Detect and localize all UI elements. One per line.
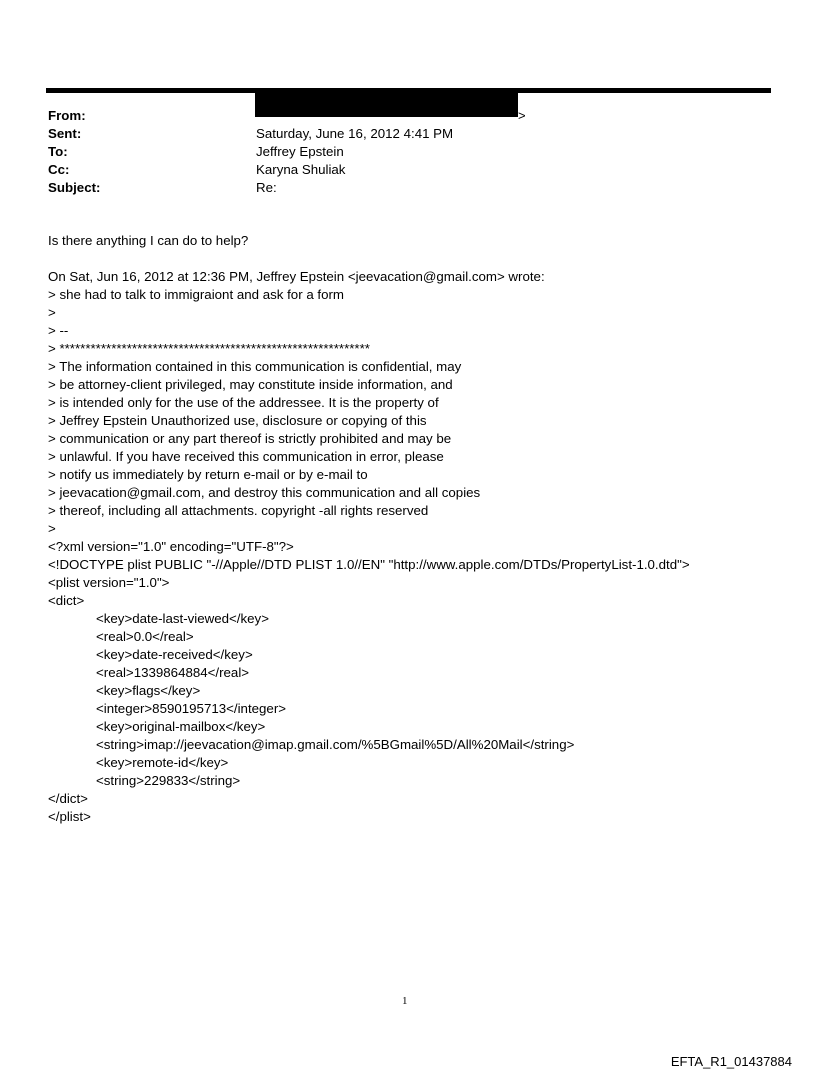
plist-close — [48, 790, 778, 826]
text-line: > is intended only for the use of the addressee. It is the property of — [48, 395, 439, 410]
text-line: > communication or any part thereof is strictly prohibited and may be — [48, 431, 452, 446]
text-line: > The information contained in this communication is confidential, may — [48, 359, 462, 374]
text-line: > Jeffrey Epstein Unauthorized use, disclosure or copying of this — [48, 413, 427, 428]
text-line: <real>1339864884</real> — [96, 665, 250, 680]
header-label: Sent: — [48, 126, 82, 141]
header-value: Karyna Shuliak — [256, 162, 346, 177]
text-line: </plist> — [48, 809, 91, 824]
text-line: <key>remote-id</key> — [96, 755, 229, 770]
header-row-cc — [48, 161, 748, 179]
header-label: Cc: — [48, 162, 70, 177]
text-line: <key>date-received</key> — [96, 647, 253, 662]
text-line: <string>imap://jeevacation@imap.gmail.com/%5BGmail%5D/All%20Mail</string> — [96, 737, 575, 752]
text-line: > ************************************************************ — [48, 341, 370, 356]
text-line: <plist version="1.0"> — [48, 575, 170, 590]
header-value: Saturday, June 16, 2012 4:41 PM — [256, 126, 454, 141]
text-line: > notify us immediately by return e-mail or by e-mail to — [48, 467, 368, 482]
text-line: <key>original-mailbox</key> — [96, 719, 266, 734]
bates-number: EFTA_R1_01437884 — [670, 1054, 792, 1069]
text-line: > — [48, 305, 56, 320]
text-line: On Sat, Jun 16, 2012 at 12:36 PM, Jeffrey Epstein <jeevacation@gmail.com> wrote: — [48, 269, 545, 284]
text-line: <?xml version="1.0" encoding="UTF-8"?> — [48, 539, 294, 554]
plist-dict-entries — [48, 610, 778, 790]
header-value: Jeffrey Epstein — [256, 144, 344, 159]
email-header — [48, 107, 748, 197]
header-label: To: — [48, 144, 68, 159]
text-line: <real>0.0</real> — [96, 629, 194, 644]
text-line: </dict> — [48, 791, 88, 806]
text-line: <integer>8590195713</integer> — [96, 701, 287, 716]
text-line: > — [48, 521, 56, 536]
text-line: > -- — [48, 323, 69, 338]
spacer — [48, 250, 778, 268]
redaction-tail: > — [518, 108, 526, 123]
email-body — [48, 232, 778, 826]
header-row-from — [48, 107, 748, 125]
text-line: <string>229833</string> — [96, 773, 241, 788]
text-line: <!DOCTYPE plist PUBLIC "-//Apple//DTD PLIST 1.0//EN" "http://www.apple.com/DTDs/PropertyList-1.0.dtd"> — [48, 557, 690, 572]
header-row-to — [48, 143, 748, 161]
text-line: > thereof, including all attachments. copyright -all rights reserved — [48, 503, 429, 518]
text-line: <key>date-last-viewed</key> — [96, 611, 269, 626]
header-row-sent — [48, 125, 748, 143]
quoted-message — [48, 268, 778, 538]
text-line: > jeevacation@gmail.com, and destroy this communication and all copies — [48, 485, 481, 500]
text-line: > she had to talk to immigraiont and ask for a form — [48, 287, 344, 302]
text-line: <key>flags</key> — [96, 683, 201, 698]
header-value: Re: — [256, 180, 277, 195]
page-number: 1 — [402, 995, 408, 1007]
plist-open — [48, 538, 778, 610]
text-line: > unlawful. If you have received this communication in error, please — [48, 449, 444, 464]
header-label: From: — [48, 108, 86, 123]
header-row-subject — [48, 179, 748, 197]
body-question: Is there anything I can do to help? — [48, 233, 249, 248]
header-value — [256, 107, 748, 125]
text-line: > be attorney-client privileged, may constitute inside information, and — [48, 377, 453, 392]
text-line: <dict> — [48, 593, 85, 608]
header-label: Subject: — [48, 180, 101, 195]
